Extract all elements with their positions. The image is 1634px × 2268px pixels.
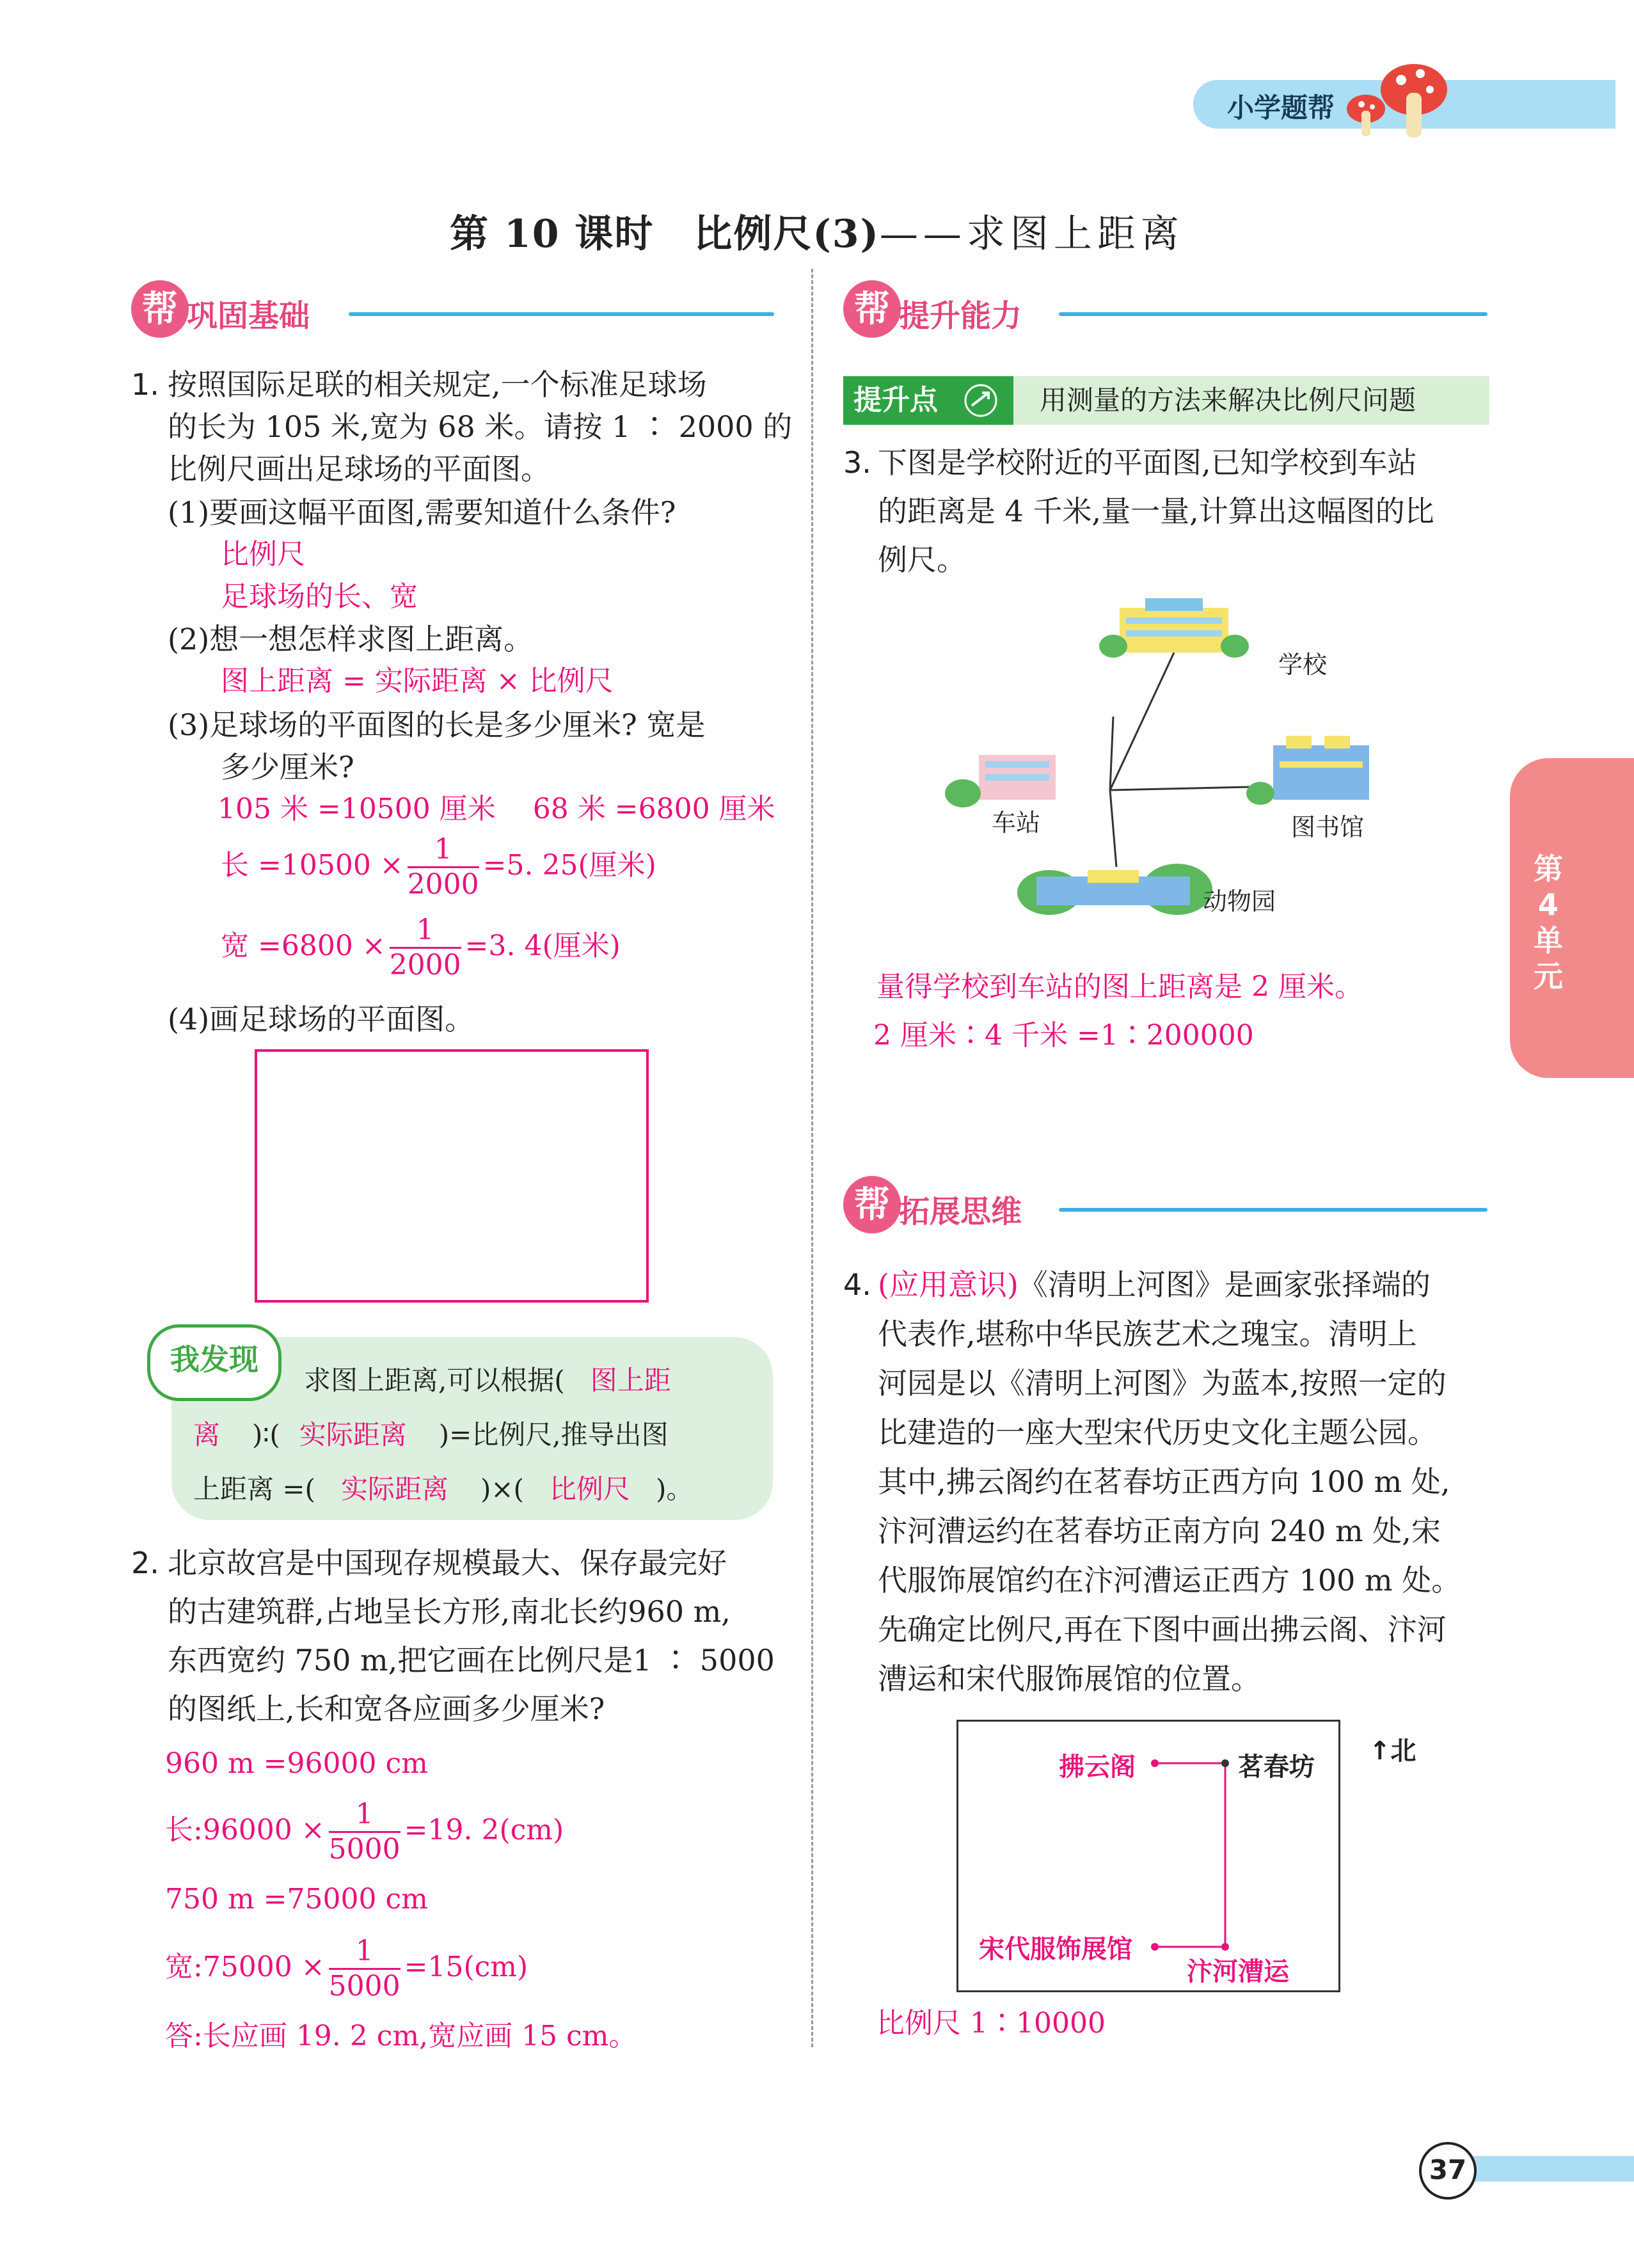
brand-name: 小学题帮 [1227, 92, 1335, 123]
unit-side-tab-label: 第4单元 [1534, 852, 1563, 994]
map-label-station: 车站 [992, 809, 1041, 837]
discover-blank-3: 实际距离 [340, 1473, 448, 1505]
expr-prefix: 宽 =6800 × [221, 930, 386, 962]
section-line [1059, 1208, 1487, 1212]
q1-part-1: (1)要画这幅平面图,需要知道什么条件? [168, 495, 676, 530]
q3-line-3: 例尺。 [878, 543, 966, 577]
north-label: 北 [1390, 1736, 1416, 1766]
fraction [329, 1798, 401, 1866]
q1-line-2: 的长为 105 米,宽为 68 米。请按 1 ∶ 2000 的 [168, 409, 793, 444]
q4-line-1 [878, 1264, 1431, 1306]
numerator: 1 [408, 833, 479, 868]
map-label-songdai: 宋代服饰展馆 [979, 1935, 1132, 1964]
expr-result: =15(cm) [404, 1951, 528, 1983]
q1-answer-1a: 比例尺 [221, 538, 305, 571]
expr-result: =19. 2(cm) [404, 1814, 564, 1846]
section-badge-improve: 帮 [843, 280, 901, 338]
q2-answer-width [165, 1935, 528, 2003]
q4-line-6: 汴河漕运约在茗春坊正南方向 240 m 处,宋 [878, 1514, 1441, 1548]
column-divider [811, 269, 813, 2047]
numerator: 1 [329, 1935, 401, 1970]
denominator: 5000 [328, 1970, 401, 2002]
section-badge-expand: 帮 [843, 1176, 901, 1233]
expr-result: =3. 4(厘米) [464, 930, 621, 962]
expr-result: =5. 25(厘米) [482, 849, 656, 882]
section-title-consolidate: 巩固基础 [187, 298, 310, 334]
discover-text: 求图上距离,可以根据( [304, 1365, 565, 1396]
fraction [329, 1935, 401, 2003]
expr-prefix: 长:96000 × [165, 1814, 325, 1846]
q1-answer-1b: 足球场的长、宽 [221, 580, 418, 613]
denominator: 2000 [389, 949, 461, 981]
q4-tag: (应用意识) [878, 1267, 1019, 1302]
map-label-mingchunfang: 茗春坊 [1238, 1752, 1315, 1782]
numerator: 1 [329, 1798, 401, 1833]
map-label-bianhe: 汴河漕运 [1187, 1957, 1289, 1986]
denominator: 2000 [407, 868, 479, 901]
section-badge-consolidate: 帮 [131, 280, 189, 338]
map-label-school: 学校 [1278, 651, 1328, 679]
expr-prefix: 长 =10500 × [221, 849, 404, 882]
q4-line-4: 比建造的一座大型宋代历史文化主题公园。 [878, 1415, 1437, 1450]
q2-line-4: 的图纸上,长和宽各应画多少厘米? [168, 1692, 605, 1726]
q4-line-5: 其中,拂云阁约在茗春坊正西方向 100 m 处, [878, 1464, 1450, 1499]
improve-point-badge: 提升点 [843, 376, 1013, 425]
q2-number: 2. [131, 1546, 159, 1580]
section-title-improve: 提升能力 [899, 298, 1022, 334]
q2-answer-length [165, 1798, 564, 1866]
q2-line-1: 北京故宫是中国现存规模最大、保存最完好 [168, 1546, 727, 1580]
football-pitch-drawing [255, 1049, 649, 1303]
discover-text: )∶( [252, 1419, 280, 1450]
map-label-zoo: 动物园 [1203, 887, 1276, 916]
discover-text: )。 [655, 1473, 694, 1505]
q4-line-1-text: 《清明上河图》是画家张择端的 [1018, 1267, 1431, 1302]
q3-answer-2: 2 厘米∶4 千米 =1∶200000 [873, 1019, 1254, 1052]
section-line [1059, 312, 1487, 316]
q1-part-3a: (3)足球场的平面图的长是多少厘米? 宽是 [168, 708, 706, 742]
q1-line-1: 按照国际足联的相关规定,一个标准足球场 [168, 367, 707, 402]
page-number: 37 [1419, 2142, 1477, 2200]
station-icon [945, 755, 1056, 807]
expr-prefix: 宽:75000 × [165, 1951, 325, 1983]
q3-line-2: 的距离是 4 千米,量一量,计算出这幅图的比 [878, 494, 1434, 528]
q1-answer-2: 图上距离 = 实际距离 × 比例尺 [221, 665, 614, 697]
library-icon [1246, 736, 1369, 805]
fraction [408, 833, 479, 901]
q2-line-3: 东西宽约 750 m,把它画在比例尺是1 ∶ 5000 [168, 1643, 775, 1677]
q4-line-8: 先确定比例尺,再在下图中画出拂云阁、汴河 [878, 1612, 1447, 1647]
mushroom-icon [1337, 54, 1465, 144]
lesson-title-sub: ——求图上距离 [879, 212, 1184, 257]
q4-answer: 比例尺 1∶10000 [876, 2007, 1106, 2040]
school-area-map [928, 589, 1440, 934]
q1-answer-3-conversion: 105 米 =10500 厘米 68 米 =6800 厘米 [218, 793, 775, 825]
q2-answer-final: 答:长应画 19. 2 cm,宽应画 15 cm。 [165, 2020, 637, 2052]
improve-point-text: 用测量的方法来解决比例尺问题 [1040, 385, 1416, 416]
lesson-title-main: 第 10 课时 比例尺(3) [450, 212, 880, 257]
q4-line-9: 漕运和宋代服饰展馆的位置。 [878, 1661, 1260, 1696]
q4-number: 4. [843, 1267, 871, 1302]
q1-line-3: 比例尺画出足球场的平面图。 [168, 452, 550, 486]
discover-blank-4: 比例尺 [549, 1473, 630, 1505]
discover-text: )×( [480, 1473, 524, 1505]
q2-answer-conversion-1: 960 m =96000 cm [165, 1747, 428, 1780]
q3-number: 3. [843, 445, 871, 480]
q3-line-1: 下图是学校附近的平面图,已知学校到车站 [878, 445, 1417, 480]
discover-line-1 [304, 1360, 671, 1402]
q1-part-4: (4)画足球场的平面图。 [168, 1002, 475, 1036]
denominator: 5000 [328, 1833, 401, 1866]
fraction [390, 914, 461, 982]
north-arrow-icon: ↑ [1369, 1736, 1391, 1766]
discover-text: )=比例尺,推导出图 [438, 1419, 669, 1450]
map-label-fuyunge: 拂云阁 [1059, 1752, 1136, 1782]
discover-badge: 我发现 [147, 1324, 282, 1401]
arrow-icon [963, 383, 1001, 418]
discover-line-3 [193, 1468, 693, 1511]
q1-part-3b: 多少厘米? [221, 750, 354, 784]
discover-blank-2: 实际距离 [299, 1419, 407, 1450]
q4-line-2: 代表作,堪称中华民族艺术之瑰宝。清明上 [878, 1317, 1417, 1351]
discover-text: 上距离 =( [193, 1473, 315, 1505]
section-line [349, 312, 774, 316]
q2-answer-conversion-2: 750 m =75000 cm [165, 1883, 428, 1915]
q2-line-2: 的古建筑群,占地呈长方形,南北长约960 m, [168, 1594, 731, 1629]
map-label-library: 图书馆 [1291, 813, 1365, 841]
numerator: 1 [390, 914, 461, 949]
zoo-icon [1017, 864, 1212, 915]
q4-line-7: 代服饰展馆约在汴河漕运正西方 100 m 处。 [878, 1563, 1461, 1598]
discover-blank-1-end: 离 [193, 1419, 221, 1450]
q1-part-2: (2)想一想怎样求图上距离。 [168, 622, 534, 656]
north-indicator [1369, 1731, 1416, 1767]
lesson-title [0, 203, 1634, 258]
q3-answer-1: 量得学校到车站的图上距离是 2 厘米。 [876, 971, 1363, 1003]
q1-answer-3-length [221, 833, 656, 901]
discover-blank-1: 图上距 [590, 1365, 671, 1396]
q4-line-3: 河园是以《清明上河图》为蓝本,按照一定的 [878, 1366, 1447, 1400]
q1-answer-3-width [221, 914, 621, 982]
school-icon [1099, 598, 1249, 658]
section-title-expand: 拓展思维 [899, 1194, 1022, 1230]
discover-line-2 [193, 1414, 669, 1456]
q1-number: 1. [131, 367, 159, 402]
